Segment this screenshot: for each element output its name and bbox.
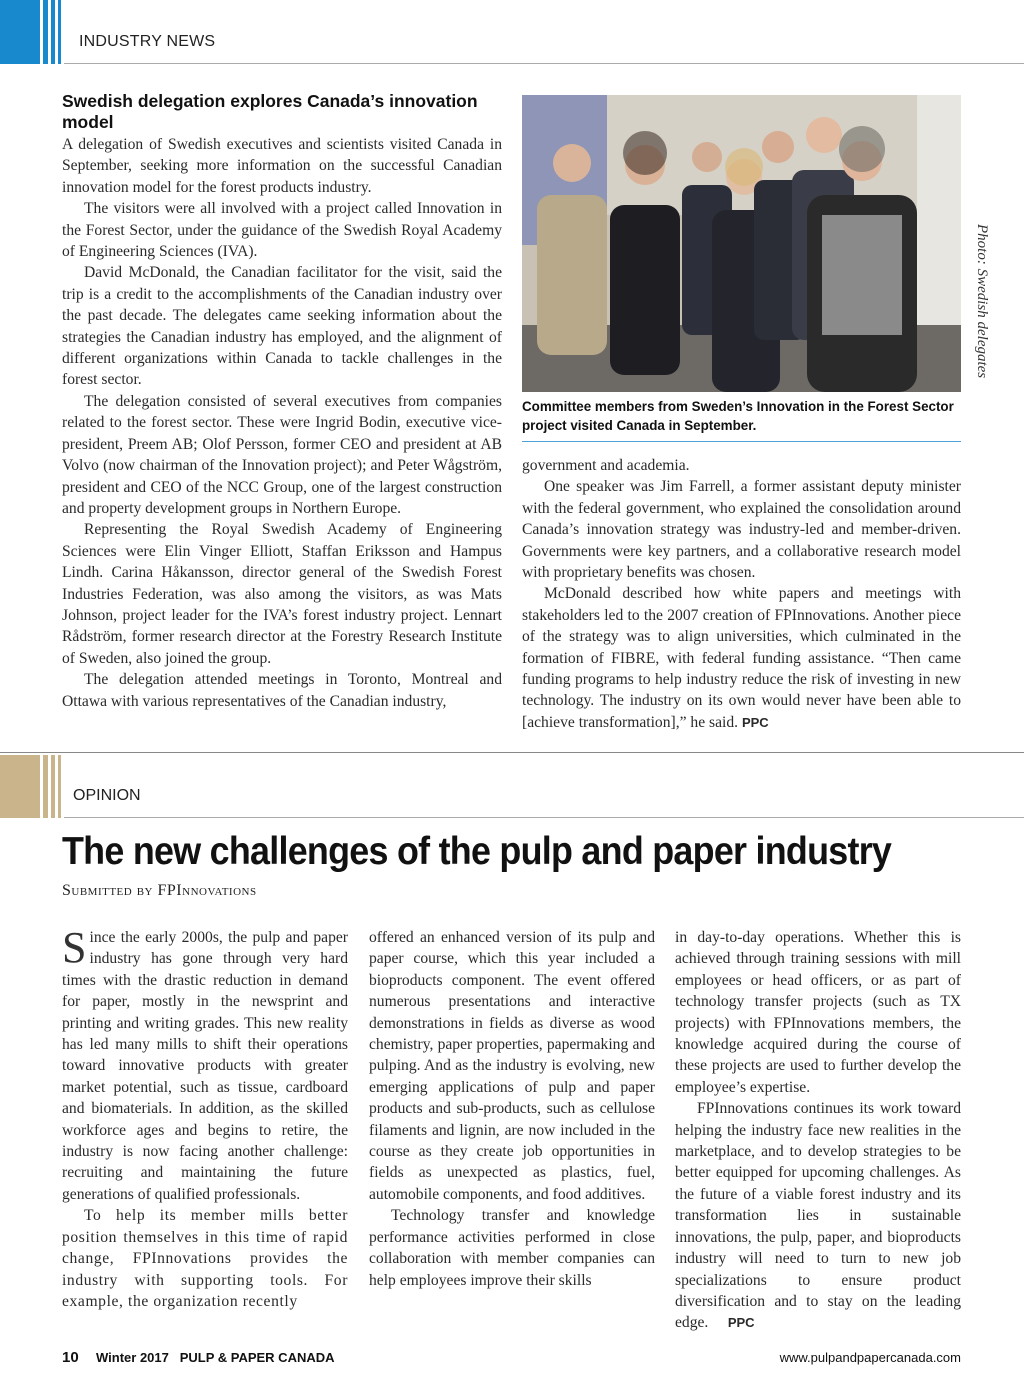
caption-rule bbox=[522, 441, 961, 442]
paragraph: offered an enhanced version of its pulp and paper course, which this year included a bioproducts component. The event offered numerous presentations and interactive demonstrations in fields as diverse as wood chemistry, paper properties, papermaking and pulping. And as the industry is evolving, new emerging applications of pulp and paper products and sub-products, such as cellulose filaments and lignin, are now included in the course as they create job opportunities in fields as unexpected as plastics, fuel, automobile components, and food additives. bbox=[369, 929, 655, 1203]
paragraph: The delegation consisted of several executives from companies related to the forest sector. These were Ingrid Bodin, executive vice-president, Preem AB; Olof Persson, former CEO and president at AB Volvo (now chairman of the Innovation project); and Peter Wågström, president and CEO of the NCC Group, one of the largest construction and property development groups in Northern Europe. bbox=[62, 392, 502, 517]
photo-credit: Photo: Swedish delegates bbox=[974, 224, 990, 379]
opinion-color-bars bbox=[0, 755, 64, 818]
opinion-column-1 bbox=[62, 923, 348, 1312]
opinion-column-3 bbox=[675, 927, 961, 1334]
paragraph bbox=[62, 923, 348, 1205]
header-rule bbox=[64, 63, 1024, 64]
paragraph: Representing the Royal Swedish Academy of Engineering Sciences were Elin Vinger Elliott, Staffan Eriksson and Hampus Lindh. Carina Håkansson, director general of the Swedish Forest Industries Federation, was also among the visitors, as was Mats Johnson, project leader for the IVA’s forest industry project. Lennart Rådström, former research director at the Forestry Research Institute of Sweden, also joined the group. bbox=[62, 521, 502, 667]
drop-cap: S bbox=[62, 923, 87, 972]
opinion-rule bbox=[64, 817, 1024, 818]
opinion-headline: The new challenges of the pulp and paper industry bbox=[62, 830, 892, 873]
article-body-right bbox=[522, 455, 961, 733]
page-footer bbox=[62, 1349, 961, 1369]
group-photo-illustration bbox=[522, 95, 961, 392]
paragraph: The visitors were all involved with a project called Innovation in the Forest Sector, under the guidance of the Swedish Royal Academy of Engineering Sciences (IVA). bbox=[62, 200, 502, 261]
byline: Submitted by FPInnovations bbox=[62, 882, 257, 899]
end-mark: PPC bbox=[741, 714, 769, 730]
article-headline: Swedish delegation explores Canada’s innovation model bbox=[62, 91, 478, 132]
paragraph: A delegation of Swedish executives and scientists visited Canada in September, seeking more information on the successful Canadian innovation model for the forest products industry. bbox=[62, 136, 502, 196]
section-label-opinion: OPINION bbox=[73, 787, 141, 804]
paragraph: David McDonald, the Canadian facilitator for the visit, said the trip is a credit to the accomplishments of the Canadian industry over the past decade. The delegates came seeking information about the strategies the Canadian industry has employed, and the alignment of different organizations within Canada to tackle challenges in the forest sector. bbox=[62, 264, 502, 389]
paragraph-text: FPInnovations continues its work toward helping the industry face new realities in the marketplace, and to develop strategies to be better equipped for upcoming challenges. As the future of a viable forest industry and its transformation lies in sustainable innovations, the pulp, paper, and bioproducts industry will need to turn to new job specializations to ensure product diversification and to stay on the leading edge. bbox=[675, 1100, 961, 1332]
delegation-photo bbox=[522, 95, 961, 392]
paragraph: in day-to-day operations. Whether this is achieved through training sessions with mill employees or head officers, or as part of technology transfer projects (such as TX projects) with FPInnovations members, the knowledge acquired during the course of these projects are used to further develop the employee’s expertise. bbox=[675, 929, 961, 1096]
website-url: www.pulpandpapercanada.com bbox=[779, 1350, 961, 1365]
paragraph: One speaker was Jim Farrell, a former assistant deputy minister with the federal government, who explained the consolidation around Canada’s innovation strategy was industry-led and member-driven. Governments were key partners, and a collaborative research model with proprietary benefits was chosen. bbox=[522, 478, 961, 582]
issue-info: Winter 2017 PULP & PAPER CANADA bbox=[96, 1350, 335, 1365]
paragraph: government and academia. bbox=[522, 457, 690, 474]
paragraph-text: ince the early 2000s, the pulp and paper industry has gone through very hard times with the drastic reduction in demand for paper, mostly in the newsprint and printing and writing grades. This new reality has led many mills to shift their operations toward innovative products with greater market potential, such as tissue, cardboard and biomaterials. In addition, as the skilled workforce ages and begins to retire, the industry is now facing another challenge: recruiting and maintaining the future generations of qualified professionals. bbox=[62, 929, 348, 1203]
photo-caption: Committee members from Sweden’s Innovation in the Forest Sector project visited Canada in September. bbox=[522, 399, 954, 433]
section-color-bars bbox=[0, 0, 64, 64]
end-mark: PPC bbox=[727, 1315, 755, 1331]
article-body-left bbox=[62, 134, 502, 712]
paragraph bbox=[522, 583, 961, 733]
section-divider bbox=[0, 752, 1024, 753]
paragraph: The delegation attended meetings in Toronto, Montreal and Ottawa with various representatives of the Canadian industry, bbox=[62, 671, 502, 710]
paragraph: To help its member mills better position themselves in this time of rapid change, FPInnovations provides the industry with supporting tools. For example, the organization recently bbox=[62, 1207, 348, 1310]
paragraph-text: McDonald described how white papers and meetings with stakeholders led to the 2007 creation of FPInnovations. Another piece of the strategy was to align universities, which culminated in the formation of FIBRE, with federal funding assistance. “Then came funding programs to help industry reduce the risk of investing in new technology. The industry on its own would never have been able to [achieve transformation],” he said. bbox=[522, 585, 961, 731]
paragraph bbox=[675, 1098, 961, 1333]
section-label-industry-news: INDUSTRY NEWS bbox=[79, 33, 216, 50]
paragraph: Technology transfer and knowledge performance activities performed in close collaboration with member companies can help employees improve their skills bbox=[369, 1207, 655, 1289]
opinion-column-2 bbox=[369, 927, 655, 1291]
page-number: 10 bbox=[62, 1349, 79, 1366]
